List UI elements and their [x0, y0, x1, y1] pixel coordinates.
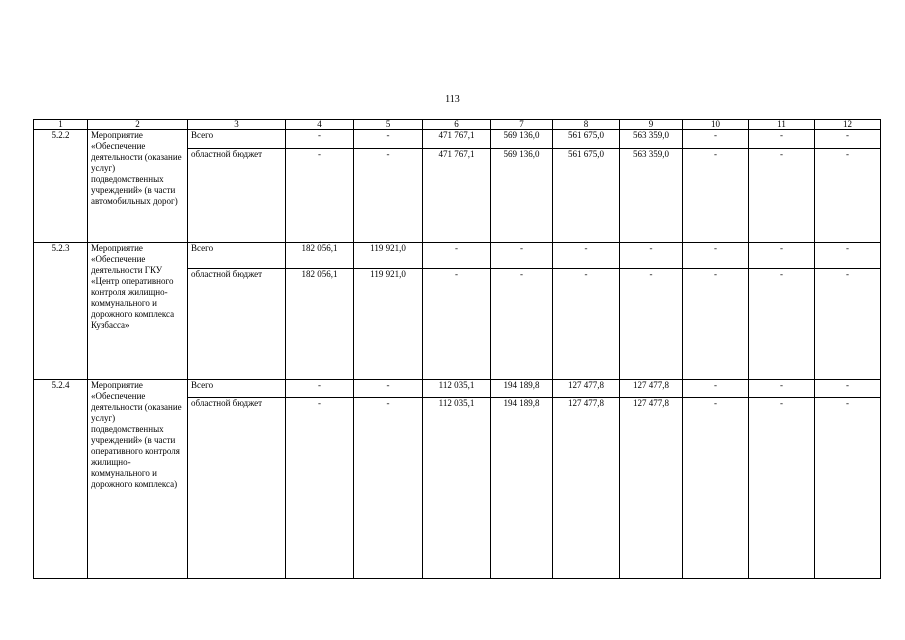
funding-source: областной бюджет: [188, 149, 286, 243]
column-number: 6: [423, 120, 491, 130]
table-row: [34, 380, 881, 398]
value-cell: -: [815, 243, 881, 269]
budget-table: [33, 119, 881, 579]
column-number: 2: [88, 120, 188, 130]
value-cell: 569 136,0: [491, 149, 553, 243]
value-cell: -: [749, 269, 815, 380]
funding-source: Всего: [188, 380, 286, 398]
row-code: 5.2.4: [34, 380, 88, 579]
measure-name: Мероприятие «Обеспечение деятельности (оказание услуг) подведомственных учреждений» (в части оперативного контроля жилищно-коммунального и дорожного комплекса): [88, 380, 188, 579]
value-cell: 194 189,8: [491, 380, 553, 398]
value-cell: 471 767,1: [423, 130, 491, 149]
table-row: [34, 130, 881, 149]
column-number: 10: [683, 120, 749, 130]
value-cell: -: [553, 243, 620, 269]
funding-source: Всего: [188, 243, 286, 269]
column-number: 9: [620, 120, 683, 130]
value-cell: -: [354, 380, 423, 398]
value-cell: -: [354, 149, 423, 243]
value-cell: -: [815, 269, 881, 380]
value-cell: -: [683, 243, 749, 269]
value-cell: -: [491, 269, 553, 380]
value-cell: -: [749, 398, 815, 579]
column-number: 11: [749, 120, 815, 130]
value-cell: -: [354, 398, 423, 579]
value-cell: -: [749, 243, 815, 269]
value-cell: 182 056,1: [286, 269, 354, 380]
value-cell: -: [286, 398, 354, 579]
value-cell: 127 477,8: [620, 398, 683, 579]
value-cell: -: [815, 149, 881, 243]
column-number: 7: [491, 120, 553, 130]
value-cell: -: [620, 269, 683, 380]
value-cell: -: [286, 149, 354, 243]
value-cell: 112 035,1: [423, 398, 491, 579]
value-cell: 112 035,1: [423, 380, 491, 398]
column-number: 4: [286, 120, 354, 130]
funding-source: областной бюджет: [188, 398, 286, 579]
value-cell: -: [815, 130, 881, 149]
value-cell: -: [683, 149, 749, 243]
value-cell: 569 136,0: [491, 130, 553, 149]
value-cell: 127 477,8: [553, 380, 620, 398]
value-cell: 119 921,0: [354, 269, 423, 380]
value-cell: 127 477,8: [620, 380, 683, 398]
value-cell: -: [815, 398, 881, 579]
row-code: 5.2.2: [34, 130, 88, 243]
row-code: 5.2.3: [34, 243, 88, 380]
measure-name: Мероприятие «Обеспечение деятельности (оказание услуг) подведомственных учреждений» (в части автомобильных дорог): [88, 130, 188, 243]
value-cell: -: [354, 130, 423, 149]
funding-source: областной бюджет: [188, 269, 286, 380]
column-number-row: [34, 120, 881, 130]
value-cell: 127 477,8: [553, 398, 620, 579]
value-cell: -: [620, 243, 683, 269]
value-cell: -: [286, 130, 354, 149]
value-cell: -: [553, 269, 620, 380]
column-number: 12: [815, 120, 881, 130]
value-cell: 561 675,0: [553, 130, 620, 149]
value-cell: 194 189,8: [491, 398, 553, 579]
page-number: 113: [445, 94, 460, 105]
value-cell: 182 056,1: [286, 243, 354, 269]
value-cell: -: [286, 380, 354, 398]
value-cell: -: [423, 243, 491, 269]
table-row: [34, 243, 881, 269]
value-cell: -: [749, 149, 815, 243]
value-cell: -: [683, 380, 749, 398]
value-cell: -: [749, 130, 815, 149]
value-cell: 119 921,0: [354, 243, 423, 269]
measure-name: Мероприятие «Обеспечение деятельности ГКУ «Центр оперативного контроля жилищно-коммунального и дорожного комплекса Кузбасса»: [88, 243, 188, 380]
value-cell: -: [683, 398, 749, 579]
value-cell: 563 359,0: [620, 130, 683, 149]
value-cell: -: [491, 243, 553, 269]
value-cell: -: [683, 269, 749, 380]
value-cell: -: [683, 130, 749, 149]
column-number: 3: [188, 120, 286, 130]
column-number: 8: [553, 120, 620, 130]
column-number: 1: [34, 120, 88, 130]
column-number: 5: [354, 120, 423, 130]
value-cell: 471 767,1: [423, 149, 491, 243]
value-cell: -: [815, 380, 881, 398]
value-cell: 563 359,0: [620, 149, 683, 243]
funding-source: Всего: [188, 130, 286, 149]
value-cell: -: [423, 269, 491, 380]
value-cell: -: [749, 380, 815, 398]
value-cell: 561 675,0: [553, 149, 620, 243]
